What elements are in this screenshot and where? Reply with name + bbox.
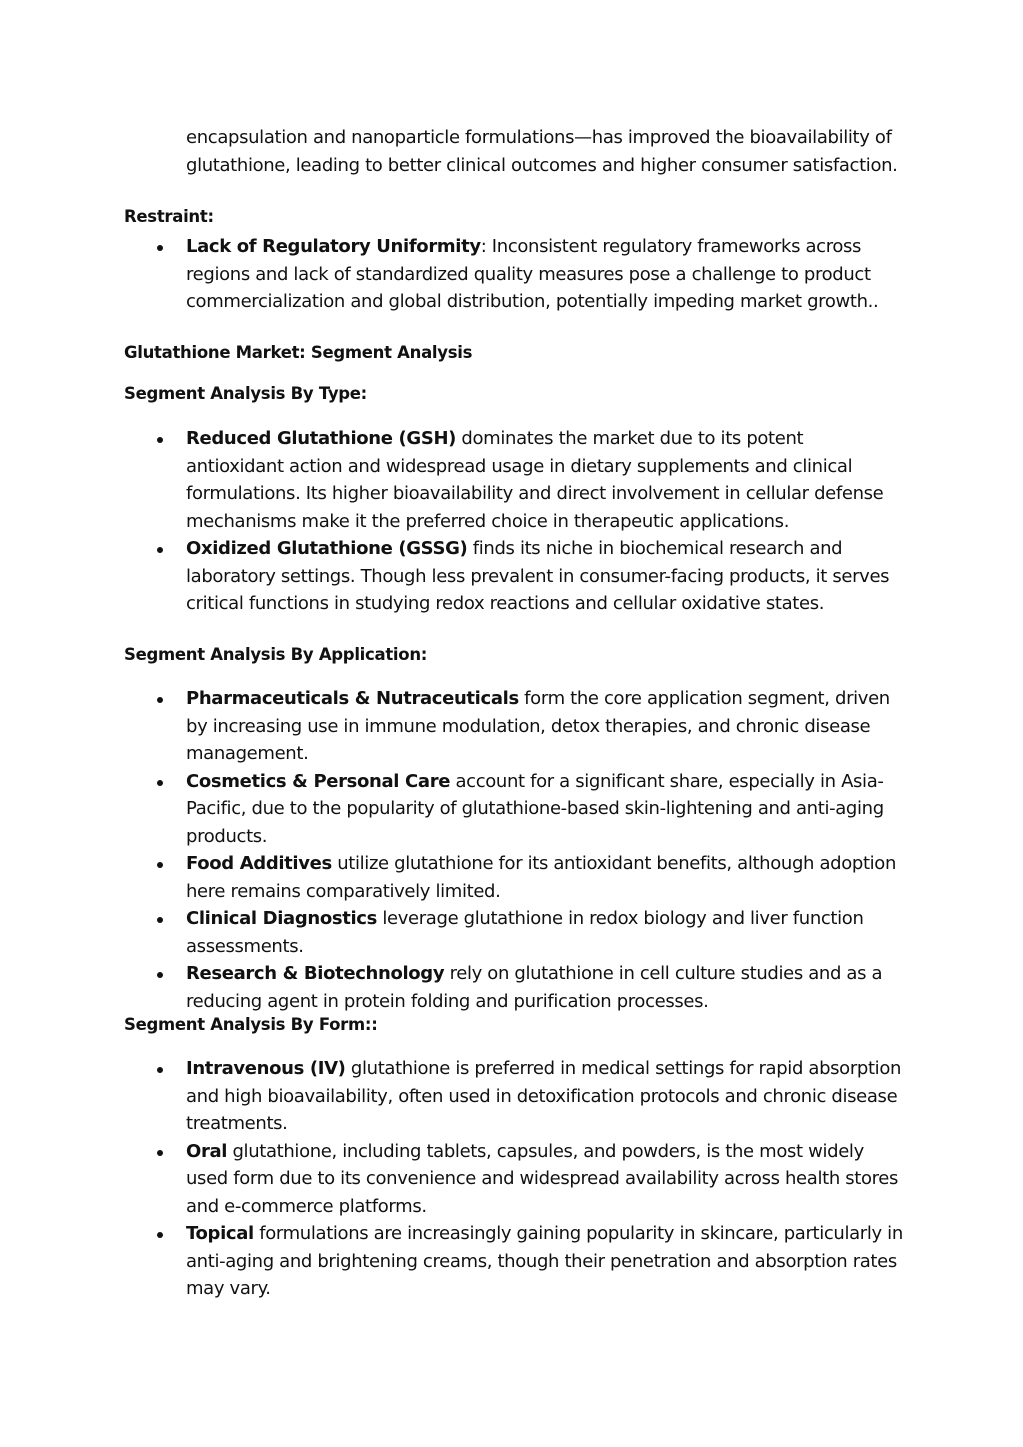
list-item <box>0 905 906 960</box>
list-item-term: Oxidized Glutathione (GSSG) <box>186 538 468 559</box>
segment-application-heading: Segment Analysis By Application: <box>124 645 428 664</box>
list-item-term: Oral <box>186 1140 228 1162</box>
segment-application-list <box>0 685 1023 1015</box>
list-item <box>0 1220 906 1303</box>
list-item-text: account for a significant share, especially in Asia-Pacific, due to the popularity of glutathione-based skin-lightening and anti-aging products. <box>186 770 884 847</box>
list-item <box>0 850 906 905</box>
list-item <box>0 1138 906 1221</box>
bullet-icon <box>157 245 163 251</box>
list-item <box>0 1055 906 1138</box>
segment-type-list <box>0 425 1023 618</box>
list-item-text: glutathione is preferred in medical settings for rapid absorption and high bioavailability, often used in detoxification protocols and chronic disease treatments. <box>186 1058 902 1134</box>
bullet-icon <box>157 1150 163 1156</box>
list-item <box>0 960 906 1015</box>
list-item-term: Cosmetics & Personal Care <box>186 770 451 792</box>
list-item-term: Intravenous (IV) <box>186 1058 346 1079</box>
segment-analysis-title: Glutathione Market: Segment Analysis <box>124 343 473 362</box>
restraint-item <box>0 233 906 316</box>
bullet-icon <box>157 437 163 443</box>
list-item-text: form the core application segment, driven by increasing use in immune modulation, detox therapies, and chronic disease management. <box>186 688 890 764</box>
list-item-text: rely on glutathione in cell culture studies and as a reducing agent in protein folding and purification processes. <box>186 963 883 1012</box>
bullet-icon <box>157 697 163 703</box>
restraint-heading: Restraint: <box>124 207 214 226</box>
list-item <box>0 768 906 851</box>
list-item-term: Food Additives <box>186 853 332 874</box>
bullet-icon <box>157 547 163 553</box>
list-item <box>0 685 906 768</box>
bullet-icon <box>157 917 163 923</box>
list-item <box>0 535 906 618</box>
restraint-list <box>0 233 1023 316</box>
bullet-icon <box>157 780 163 786</box>
list-item <box>0 425 906 535</box>
restraint-item-text: : Inconsistent regulatory frameworks across regions and lack of standardized quality measures pose a challenge to product commercialization and global distribution, potentially impeding market growth.. <box>186 236 879 312</box>
bullet-icon <box>157 862 163 868</box>
list-item-term: Topical <box>186 1223 254 1244</box>
list-item-term: Reduced Glutathione (GSH) <box>186 428 457 449</box>
segment-form-heading: Segment Analysis By Form:: <box>124 1015 378 1034</box>
list-item-text: finds its niche in biochemical research and laboratory settings. Though less prevalent in consumer-facing products, it serves critical functions in studying redox reactions and cellular oxidative states. <box>186 538 890 614</box>
bullet-icon <box>157 1067 163 1073</box>
list-item-term: Pharmaceuticals & Nutraceuticals <box>186 688 519 709</box>
list-item-text: utilize glutathione for its antioxidant benefits, although adoption here remains comparatively limited. <box>186 853 897 902</box>
bullet-icon <box>157 972 163 978</box>
list-item-text: glutathione, including tablets, capsules, and powders, is the most widely used form due to its convenience and widespread availability across health stores and e-commerce platforms. <box>186 1140 899 1217</box>
intro-continuation-paragraph: encapsulation and nanoparticle formulations—has improved the bioavailability of glutathione, leading to better clinical outcomes and higher consumer satisfaction. <box>186 127 898 176</box>
list-item-term: Research & Biotechnology <box>186 963 445 984</box>
restraint-item-term: Lack of Regulatory Uniformity <box>186 236 481 257</box>
segment-type-heading: Segment Analysis By Type: <box>124 384 367 403</box>
segment-form-list <box>0 1055 1023 1303</box>
list-item-term: Clinical Diagnostics <box>186 908 377 929</box>
list-item-text: dominates the market due to its potent antioxidant action and widespread usage in dietary supplements and clinical formulations. Its higher bioavailability and direct involvement in cellular defense mechanisms make it the preferred choice in therapeutic applications. <box>186 428 884 532</box>
list-item-text: leverage glutathione in redox biology and liver function assessments. <box>186 908 864 957</box>
list-item-text: formulations are increasingly gaining popularity in skincare, particularly in anti-aging and brightening creams, though their penetration and absorption rates may vary. <box>186 1223 903 1299</box>
bullet-icon <box>157 1232 163 1238</box>
